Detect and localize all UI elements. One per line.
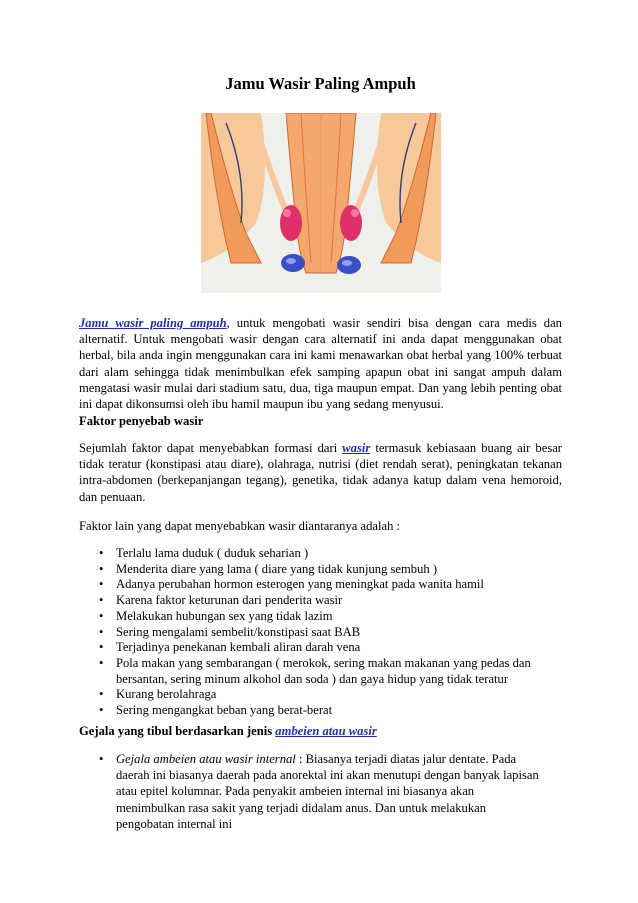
section-heading-causes: Faktor penyebab wasir <box>79 414 204 428</box>
list-item <box>79 546 562 562</box>
bullet-icon: • <box>99 546 104 560</box>
ambeien-link[interactable]: ambeien atau wasir <box>275 724 377 738</box>
bullet-icon: • <box>99 561 104 576</box>
list-item-text: Terlalu lama duduk ( duduk seharian ) <box>116 546 309 560</box>
hemorrhoid-illustration <box>201 113 441 293</box>
list-item <box>79 687 562 703</box>
list-item <box>79 751 562 832</box>
list-item-text: Melakukan hubungan sex yang tidak lazim <box>116 608 333 623</box>
page-title: Jamu Wasir Paling Ampuh <box>225 74 416 93</box>
list-item <box>79 562 562 578</box>
list-item-text: Karena faktor keturunan dari penderita wasir <box>116 593 343 608</box>
causes-paragraph <box>79 440 562 505</box>
list-item-text: Kurang berolahraga <box>116 687 217 702</box>
bullet-icon: • <box>99 687 104 702</box>
wasir-link[interactable]: wasir <box>342 441 371 455</box>
list-item-text: Pola makan yang sembarangan ( merokok, sering makan makanan yang pedas dan bersantan, sering minum alkohol dan soda ) dan gaya hidup yang tidak teratur <box>116 655 531 686</box>
causes-list <box>79 546 562 719</box>
bullet-icon: • <box>99 624 104 639</box>
list-item-text: Menderita diare yang lama ( diare yang tidak kunjung sembuh ) <box>116 561 438 576</box>
list-item-text: Adanya perubahan hormon esterogen yang meningkat pada wanita hamil <box>116 577 484 592</box>
bullet-icon: • <box>99 655 104 670</box>
intro-link[interactable]: Jamu wasir paling ampuh <box>79 316 227 330</box>
list-item <box>79 577 562 593</box>
list-item <box>79 609 562 625</box>
bullet-icon: • <box>99 752 104 766</box>
list-item-text: Terjadinya penekanan kembali aliran darah vena <box>116 640 361 655</box>
bullet-icon: • <box>99 593 104 608</box>
list-item <box>79 656 562 687</box>
symptom-label: Gejala ambeien atau wasir internal <box>116 752 296 766</box>
section-heading-symptoms <box>79 723 377 739</box>
list-intro: Faktor lain yang dapat menyebabkan wasir diantaranya adalah : <box>79 519 401 533</box>
symptom-text: : Biasanya terjadi diatas jalur dentate. Pada daerah ini biasanya daerah pada anorektal ini akan menutupi dengan banyak lapisan atau epitel kolumnar. Pada penyakit ambeien internal ini biasanya akan menimbulkan rasa sakit yang terjadi didalam anus. Dan untuk melakukan pengobatan internal ini <box>116 752 539 831</box>
symptoms-heading-text: Gejala yang tibul berdasarkan jenis <box>79 724 276 738</box>
intro-paragraph <box>79 315 562 412</box>
bullet-icon: • <box>99 640 104 655</box>
symptoms-list <box>79 751 562 832</box>
bullet-icon: • <box>99 608 104 623</box>
causes-text-after: termasuk kebiasaan buang air besar tidak teratur (konstipasi atau diare), olahraga, nutrisi (diet rendah serat), peningkatan tekanan intra-abdomen (berkepanjangan tegang), genetika, tidak adanya katup dalam vena hemoroid, dan penuaan. <box>79 441 563 504</box>
bullet-icon: • <box>99 577 104 592</box>
list-item <box>79 625 562 641</box>
list-item-text: Sering mengalami sembelit/konstipasi saat BAB <box>116 624 361 639</box>
list-item-text: Sering mengangkat beban yang berat-berat <box>116 703 333 718</box>
list-item <box>79 640 562 656</box>
list-item <box>79 703 562 719</box>
bullet-icon: • <box>99 703 104 718</box>
causes-text-before: Sejumlah faktor dapat menyebabkan formasi dari <box>79 441 343 455</box>
intro-text: , untuk mengobati wasir sendiri bisa dengan cara medis dan alternatif. Untuk mengobati wasir dengan cara alternatif ini anda dapat menggunakan obat herbal, bila anda ingin menggunakan cara ini kami menawarkan obat herbal yang 100% terbuat dari alam sehingga tidak menimbulkan efek samping apapun obat ini sangat ampuh dalam mengatasi wasir mulai dari stadium satu, dua, tiga maupun empat. Dan yang lebih penting obat ini dapat dikonsumsi oleh ibu hamil maupun ibu yang sedang menyusui. <box>79 316 562 412</box>
list-item <box>79 593 562 609</box>
